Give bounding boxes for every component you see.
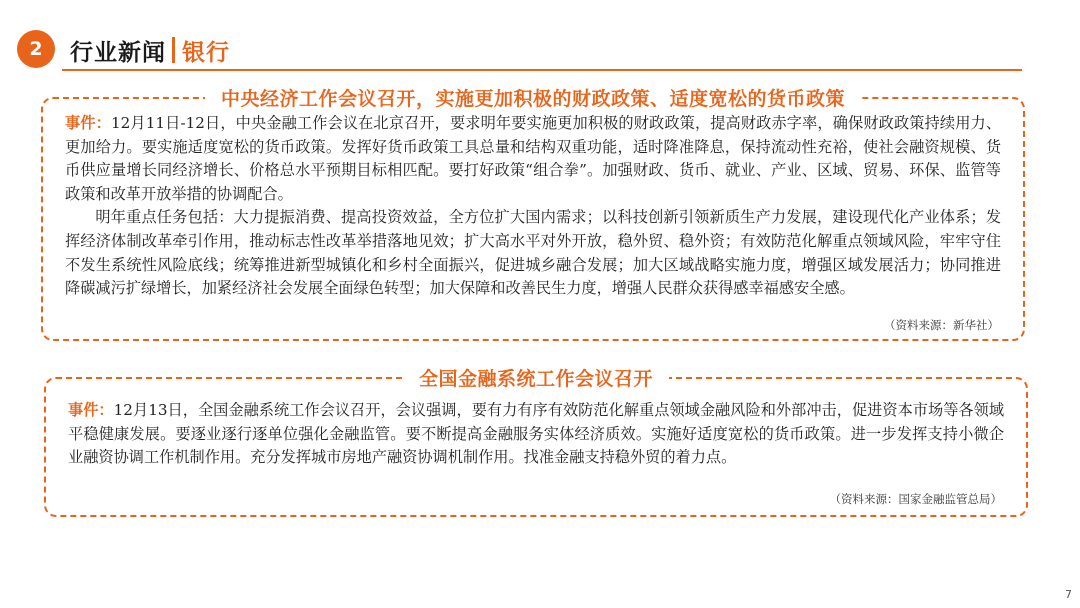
news-paragraph-text: 12月13日，全国金融系统工作会议召开，会议强调，要有力有序有效防范化解重点领域金融风险和外部冲击，促进资本市场等各领域平稳健康发展。要逐业逐行逐单位强化金融监管。要不断提高金融服务实体经济质效。实施好适度宽松的货币政策。进一步发挥支持小微企业融资协调工作机制作用。充分发挥城市房地产融资协调机制作用。找准金融支持稳外贸的着力点。 xyxy=(68,401,1005,467)
page-title-main: 行业新闻 xyxy=(70,39,166,66)
news-card-financial-system-conference xyxy=(44,368,1028,517)
news-paragraph xyxy=(65,112,1001,206)
news-card-economic-conference xyxy=(41,88,1025,341)
news-card-body xyxy=(68,399,1004,470)
event-label: 事件： xyxy=(65,114,111,132)
source-note: （资料来源：国家金融监管总局） xyxy=(829,492,1002,506)
source-note: （资料来源：新华社） xyxy=(884,318,999,332)
news-paragraph-text: 12月11日-12日，中央金融工作会议在北京召开，要求明年要实施更加积极的财政政策，提高财政赤字率，确保财政政策持续用力、更加给力。要实施适度宽松的货币政策。发挥好货币政策工具总量和结构双重功能，适时降准降息，保持流动性充裕，使社会融资规模、货币供应量增长同经济增长、价格总水平预期目标相匹配。要打好政策“组合拳”。加强财政、货币、就业、产业、区域、贸易、环保、监管等政策和改革开放举措的协调配合。 xyxy=(65,114,1002,203)
page-number: 7 xyxy=(1065,588,1072,601)
news-card-title: 中央经济工作会议召开，实施更加积极的财政政策、适度宽松的货币政策 xyxy=(205,84,861,111)
news-paragraph xyxy=(68,399,1004,470)
page-title-sub: 银行 xyxy=(182,39,230,66)
section-number-badge: 2 xyxy=(17,30,55,68)
event-label: 事件： xyxy=(68,401,114,419)
header-divider-line xyxy=(62,69,1022,71)
page-title xyxy=(70,33,230,67)
news-card-title: 全国金融系统工作会议召开 xyxy=(403,364,669,391)
news-paragraph: 明年重点任务包括：大力提振消费、提高投资效益，全方位扩大国内需求；以科技创新引领新质生产力发展，建设现代化产业体系；发挥经济体制改革牵引作用，推动标志性改革举措落地见效；扩大高水平对外开放，稳外贸、稳外资；有效防范化解重点领域风险，牢牢守住不发生系统性风险底线；统筹推进新型城镇化和乡村全面振兴，促进城乡融合发展；加大区域战略实施力度，增强区域发展活力；协同推进降碳减污扩绿增长，加紧经济社会发展全面绿色转型；加大保障和改善民生力度，增强人民群众获得感幸福感安全感。 xyxy=(65,208,1001,298)
news-card-body xyxy=(65,112,1001,301)
title-divider xyxy=(172,37,175,63)
